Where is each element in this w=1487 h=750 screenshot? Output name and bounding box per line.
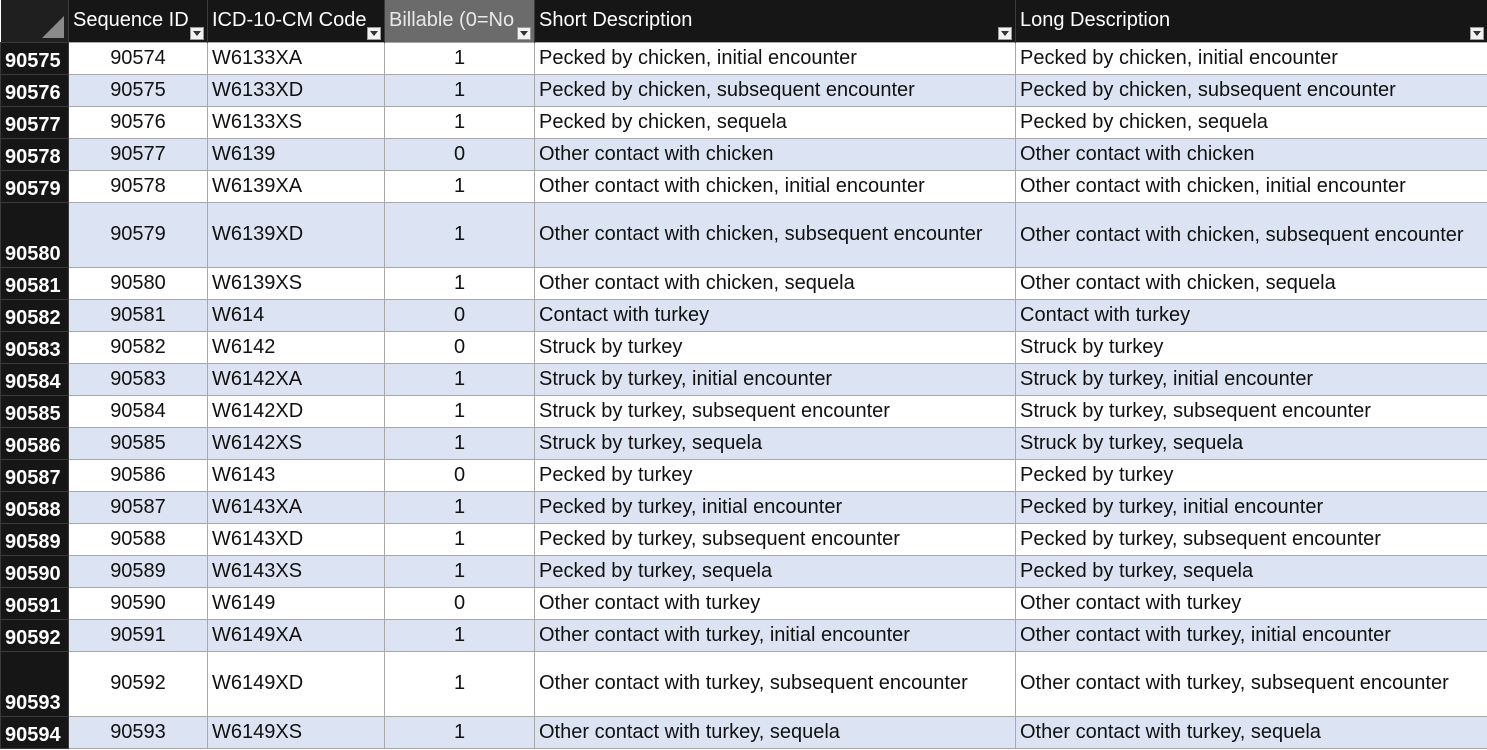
cell-sequence-id[interactable]: 90582 (69, 331, 208, 363)
row-header[interactable]: 90591 (1, 587, 69, 619)
filter-dropdown-icon[interactable] (190, 27, 204, 40)
cell-sequence-id[interactable]: 90577 (69, 138, 208, 170)
cell-billable[interactable]: 1 (385, 619, 535, 651)
cell-billable[interactable]: 1 (385, 555, 535, 587)
cell-long-description[interactable]: Pecked by chicken, sequela (1016, 106, 1487, 138)
cell-sequence-id[interactable]: 90587 (69, 491, 208, 523)
cell-short-description[interactable]: Pecked by chicken, initial encounter (535, 42, 1016, 74)
cell-billable[interactable]: 1 (385, 267, 535, 299)
cell-short-description[interactable]: Other contact with turkey, subsequent encounter (535, 651, 1016, 716)
table-row (1, 74, 1487, 106)
table-row (1, 651, 1487, 716)
cell-sequence-id[interactable]: 90590 (69, 587, 208, 619)
row-header[interactable]: 90577 (1, 106, 69, 138)
filter-dropdown-icon[interactable] (998, 27, 1012, 40)
cell-icd-code[interactable]: W6143XD (208, 523, 385, 555)
cell-billable[interactable]: 1 (385, 491, 535, 523)
cell-billable[interactable]: 0 (385, 299, 535, 331)
cell-sequence-id[interactable]: 90574 (69, 42, 208, 74)
cell-billable[interactable]: 1 (385, 363, 535, 395)
row-header[interactable]: 90579 (1, 170, 69, 202)
filter-dropdown-icon[interactable] (1470, 27, 1484, 40)
select-all-triangle-icon (42, 16, 64, 38)
cell-sequence-id[interactable]: 90578 (69, 170, 208, 202)
cell-icd-code[interactable]: W6139 (208, 138, 385, 170)
cell-sequence-id[interactable]: 90584 (69, 395, 208, 427)
row-header[interactable]: 90584 (1, 363, 69, 395)
cell-sequence-id[interactable]: 90586 (69, 459, 208, 491)
row-header[interactable]: 90588 (1, 491, 69, 523)
select-all-corner[interactable] (1, 0, 69, 42)
cell-sequence-id[interactable]: 90583 (69, 363, 208, 395)
row-header[interactable]: 90582 (1, 299, 69, 331)
cell-short-description[interactable]: Pecked by turkey, initial encounter (535, 491, 1016, 523)
row-header[interactable]: 90594 (1, 716, 69, 748)
cell-short-description[interactable]: Struck by turkey, sequela (535, 427, 1016, 459)
cell-billable[interactable]: 0 (385, 587, 535, 619)
row-header[interactable]: 90587 (1, 459, 69, 491)
filter-dropdown-icon[interactable] (367, 27, 381, 40)
cell-icd-code[interactable]: W6143XA (208, 491, 385, 523)
cell-short-description[interactable]: Other contact with chicken, sequela (535, 267, 1016, 299)
table-row (1, 106, 1487, 138)
cell-long-description[interactable]: Struck by turkey, initial encounter (1016, 363, 1487, 395)
table-row (1, 331, 1487, 363)
cell-icd-code[interactable]: W6149XD (208, 651, 385, 716)
cell-icd-code[interactable]: W6133XA (208, 42, 385, 74)
table-row (1, 202, 1487, 267)
cell-short-description[interactable]: Pecked by turkey, sequela (535, 555, 1016, 587)
cell-billable[interactable]: 1 (385, 395, 535, 427)
cell-icd-code[interactable]: W6149XS (208, 716, 385, 748)
cell-sequence-id[interactable]: 90591 (69, 619, 208, 651)
cell-billable[interactable]: 1 (385, 716, 535, 748)
cell-icd-code[interactable]: W6142XA (208, 363, 385, 395)
cell-short-description[interactable]: Pecked by chicken, sequela (535, 106, 1016, 138)
cell-long-description[interactable]: Struck by turkey, subsequent encounter (1016, 395, 1487, 427)
table-row (1, 267, 1487, 299)
column-header-label: Long Description (1020, 9, 1171, 31)
cell-sequence-id[interactable]: 90589 (69, 555, 208, 587)
cell-sequence-id[interactable]: 90588 (69, 523, 208, 555)
header-row (1, 0, 1487, 42)
table-row (1, 716, 1487, 748)
table-row (1, 299, 1487, 331)
cell-sequence-id[interactable]: 90580 (69, 267, 208, 299)
column-header-label: Short Description (539, 9, 693, 31)
cell-icd-code[interactable]: W6133XS (208, 106, 385, 138)
row-header[interactable]: 90575 (1, 42, 69, 74)
table-row (1, 523, 1487, 555)
cell-sequence-id[interactable]: 90579 (69, 202, 208, 267)
row-header[interactable]: 90585 (1, 395, 69, 427)
cell-long-description[interactable]: Other contact with turkey, sequela (1016, 716, 1487, 748)
cell-long-description[interactable]: Other contact with chicken, initial encounter (1016, 170, 1487, 202)
cell-short-description[interactable]: Contact with turkey (535, 299, 1016, 331)
cell-sequence-id[interactable]: 90585 (69, 427, 208, 459)
table-row (1, 363, 1487, 395)
cell-long-description[interactable]: Other contact with chicken, sequela (1016, 267, 1487, 299)
cell-billable[interactable]: 1 (385, 74, 535, 106)
table-row (1, 138, 1487, 170)
cell-icd-code[interactable]: W6143XS (208, 555, 385, 587)
cell-short-description[interactable]: Other contact with turkey (535, 587, 1016, 619)
column-header-label: ICD-10-CM Code (212, 9, 367, 31)
table-row (1, 619, 1487, 651)
cell-billable[interactable]: 1 (385, 523, 535, 555)
cell-long-description[interactable]: Other contact with turkey (1016, 587, 1487, 619)
table-row (1, 395, 1487, 427)
cell-short-description[interactable]: Pecked by turkey (535, 459, 1016, 491)
cell-icd-code[interactable]: W6142 (208, 331, 385, 363)
cell-short-description[interactable]: Struck by turkey, subsequent encounter (535, 395, 1016, 427)
table-row (1, 427, 1487, 459)
cell-billable[interactable]: 0 (385, 459, 535, 491)
cell-billable[interactable]: 1 (385, 427, 535, 459)
cell-billable[interactable]: 1 (385, 170, 535, 202)
cell-billable[interactable]: 1 (385, 42, 535, 74)
row-header[interactable]: 90589 (1, 523, 69, 555)
cell-icd-code[interactable]: W6149 (208, 587, 385, 619)
cell-icd-code[interactable]: W6143 (208, 459, 385, 491)
cell-icd-code[interactable]: W6139XS (208, 267, 385, 299)
table-row (1, 459, 1487, 491)
cell-long-description[interactable]: Pecked by chicken, subsequent encounter (1016, 74, 1487, 106)
cell-billable[interactable]: 1 (385, 106, 535, 138)
cell-short-description[interactable]: Struck by turkey, initial encounter (535, 363, 1016, 395)
cell-icd-code[interactable]: W6139XA (208, 170, 385, 202)
cell-long-description[interactable]: Pecked by turkey, subsequent encounter (1016, 523, 1487, 555)
cell-icd-code[interactable]: W6142XD (208, 395, 385, 427)
cell-short-description[interactable]: Other contact with chicken (535, 138, 1016, 170)
table-row (1, 42, 1487, 74)
table-row (1, 587, 1487, 619)
column-header-label: Sequence ID (73, 9, 189, 31)
cell-icd-code[interactable]: W6139XD (208, 202, 385, 267)
cell-sequence-id[interactable]: 90593 (69, 716, 208, 748)
cell-short-description[interactable]: Pecked by chicken, subsequent encounter (535, 74, 1016, 106)
cell-long-description[interactable]: Pecked by chicken, initial encounter (1016, 42, 1487, 74)
cell-short-description[interactable]: Other contact with turkey, sequela (535, 716, 1016, 748)
table-row (1, 491, 1487, 523)
cell-short-description[interactable]: Pecked by turkey, subsequent encounter (535, 523, 1016, 555)
column-header-sequence-id[interactable] (69, 0, 208, 42)
row-header[interactable]: 90590 (1, 555, 69, 587)
cell-icd-code[interactable]: W6133XD (208, 74, 385, 106)
cell-long-description[interactable]: Pecked by turkey, initial encounter (1016, 491, 1487, 523)
cell-icd-code[interactable]: W6142XS (208, 427, 385, 459)
cell-long-description[interactable]: Other contact with turkey, initial encounter (1016, 619, 1487, 651)
cell-short-description[interactable]: Other contact with chicken, subsequent encounter (535, 202, 1016, 267)
cell-billable[interactable]: 1 (385, 202, 535, 267)
cell-icd-code[interactable]: W614 (208, 299, 385, 331)
cell-icd-code[interactable]: W6149XA (208, 619, 385, 651)
column-header-icd-code[interactable] (208, 0, 385, 42)
cell-long-description[interactable]: Struck by turkey (1016, 331, 1487, 363)
column-header-long-description[interactable] (1016, 0, 1487, 42)
row-header[interactable]: 90581 (1, 267, 69, 299)
cell-short-description[interactable]: Struck by turkey (535, 331, 1016, 363)
row-header[interactable]: 90578 (1, 138, 69, 170)
filter-dropdown-icon[interactable] (517, 27, 531, 40)
row-header[interactable]: 90580 (1, 202, 69, 267)
cell-sequence-id[interactable]: 90575 (69, 74, 208, 106)
row-header[interactable]: 90593 (1, 651, 69, 716)
cell-long-description[interactable]: Pecked by turkey, sequela (1016, 555, 1487, 587)
row-header[interactable]: 90583 (1, 331, 69, 363)
cell-short-description[interactable]: Other contact with chicken, initial encounter (535, 170, 1016, 202)
row-header[interactable]: 90592 (1, 619, 69, 651)
row-header[interactable]: 90576 (1, 74, 69, 106)
column-header-short-description[interactable] (535, 0, 1016, 42)
cell-billable[interactable]: 0 (385, 138, 535, 170)
column-header-billable[interactable] (385, 0, 535, 42)
cell-sequence-id[interactable]: 90581 (69, 299, 208, 331)
cell-long-description[interactable]: Struck by turkey, sequela (1016, 427, 1487, 459)
cell-sequence-id[interactable]: 90576 (69, 106, 208, 138)
cell-long-description[interactable]: Pecked by turkey (1016, 459, 1487, 491)
column-header-label: Billable (0=No (389, 9, 515, 31)
table-row (1, 555, 1487, 587)
cell-long-description[interactable]: Contact with turkey (1016, 299, 1487, 331)
cell-long-description[interactable]: Other contact with chicken, subsequent encounter (1016, 202, 1487, 267)
cell-sequence-id[interactable]: 90592 (69, 651, 208, 716)
cell-long-description[interactable]: Other contact with chicken (1016, 138, 1487, 170)
table-row (1, 170, 1487, 202)
cell-billable[interactable]: 1 (385, 651, 535, 716)
cell-short-description[interactable]: Other contact with turkey, initial encounter (535, 619, 1016, 651)
cell-long-description[interactable]: Other contact with turkey, subsequent encounter (1016, 651, 1487, 716)
row-header[interactable]: 90586 (1, 427, 69, 459)
cell-billable[interactable]: 0 (385, 331, 535, 363)
